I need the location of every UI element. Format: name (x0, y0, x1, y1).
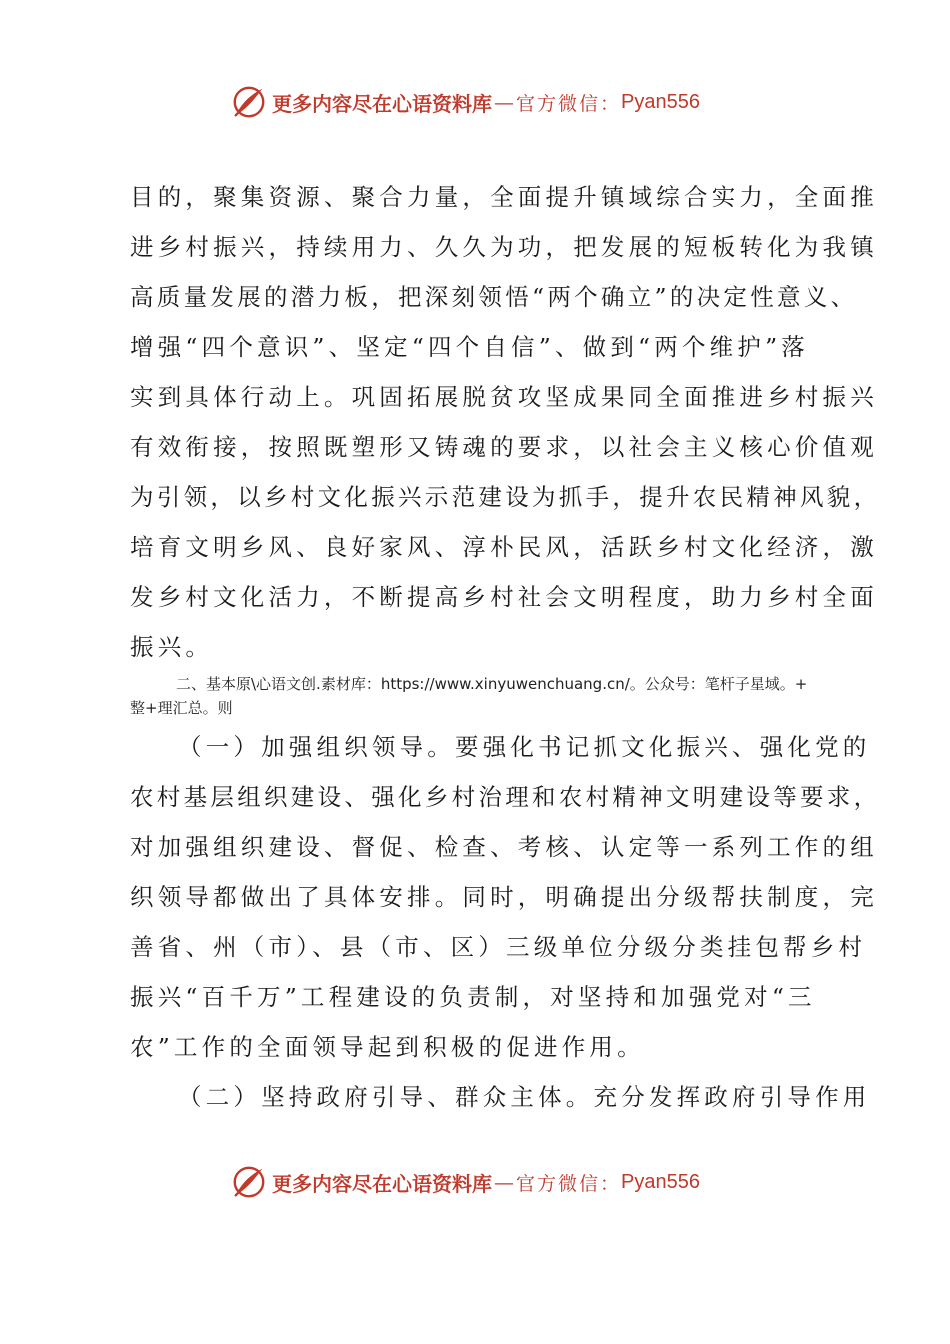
note-line-1: 二、基本原\心语文创.素材库：https://www.xinyuwenchuang.cn/。公众号：笔杆子星域。+ (176, 675, 808, 693)
footer-wechat-id: Pyan556 (621, 1170, 700, 1193)
text-line: 目的，聚集资源、聚合力量，全面提升镇域综合实力，全面推 (130, 183, 878, 211)
text-line: （二）坚持政府引导、群众主体。充分发挥政府引导作用 (178, 1083, 871, 1111)
inserted-note (130, 672, 850, 720)
header-wechat-label: 官方微信： (516, 92, 622, 115)
note-line-2: 整+理汇总。则 (130, 699, 233, 717)
header-banner-dash: — (494, 90, 514, 114)
text-line: 高质量发展的潜力板，把深刻领悟“两个确立”的决定性意义、 (130, 283, 858, 311)
text-line: 农”工作的全面领导起到积极的促进作用。 (130, 1033, 645, 1061)
text-line: 农村基层组织建设、强化乡村治理和农村精神文明建设等要求， (130, 783, 881, 811)
text-line: 对加强组织建设、督促、检查、考核、认定等一系列工作的组 (130, 833, 878, 861)
text-line: 培育文明乡风、良好家风、淳朴民风，活跃乡村文化经济，激 (130, 533, 878, 561)
text-line: 为引领，以乡村文化振兴示范建设为抓手，提升农民精神风貌， (130, 483, 881, 511)
text-line: 善省、州（市）、县（市、区）三级单位分级分类挂包帮乡村 (130, 933, 867, 961)
quill-logo-icon (230, 83, 268, 121)
footer-wechat-label: 官方微信： (516, 1172, 622, 1195)
text-line: 进乡村振兴，持续用力、久久为功，把发展的短板转化为我镇 (130, 233, 878, 261)
quill-logo-icon (230, 1163, 268, 1201)
text-line: 发乡村文化活力，不断提高乡村社会文明程度，助力乡村全面 (130, 583, 878, 611)
text-line: 振兴“百千万”工程建设的负责制，对坚持和加强党对“三 (130, 983, 816, 1011)
footer-banner-dash: — (494, 1170, 514, 1194)
footer-watermark-banner (230, 1162, 750, 1202)
text-line: 织领导都做出了具体安排。同时，明确提出分级帮扶制度，完 (130, 883, 878, 911)
header-wechat-id: Pyan556 (621, 90, 700, 113)
text-line: 增强“四个意识”、坚定“四个自信”、做到“两个维护”落 (130, 333, 809, 361)
paragraph-1 (130, 172, 881, 672)
header-watermark-banner (230, 82, 750, 122)
text-line: 有效衔接，按照既塑形又铸魂的要求，以社会主义核心价值观 (130, 433, 878, 461)
text-line: （一）加强组织领导。要强化书记抓文化振兴、强化党的 (178, 733, 871, 761)
text-line: 振兴。 (130, 633, 214, 661)
text-line: 实到具体行动上。巩固拓展脱贫攻坚成果同全面推进乡村振兴 (130, 383, 878, 411)
header-banner-text: 更多内容尽在心语资料库 (272, 91, 492, 116)
footer-banner-text: 更多内容尽在心语资料库 (272, 1171, 492, 1196)
paragraph-2 (130, 722, 881, 1122)
